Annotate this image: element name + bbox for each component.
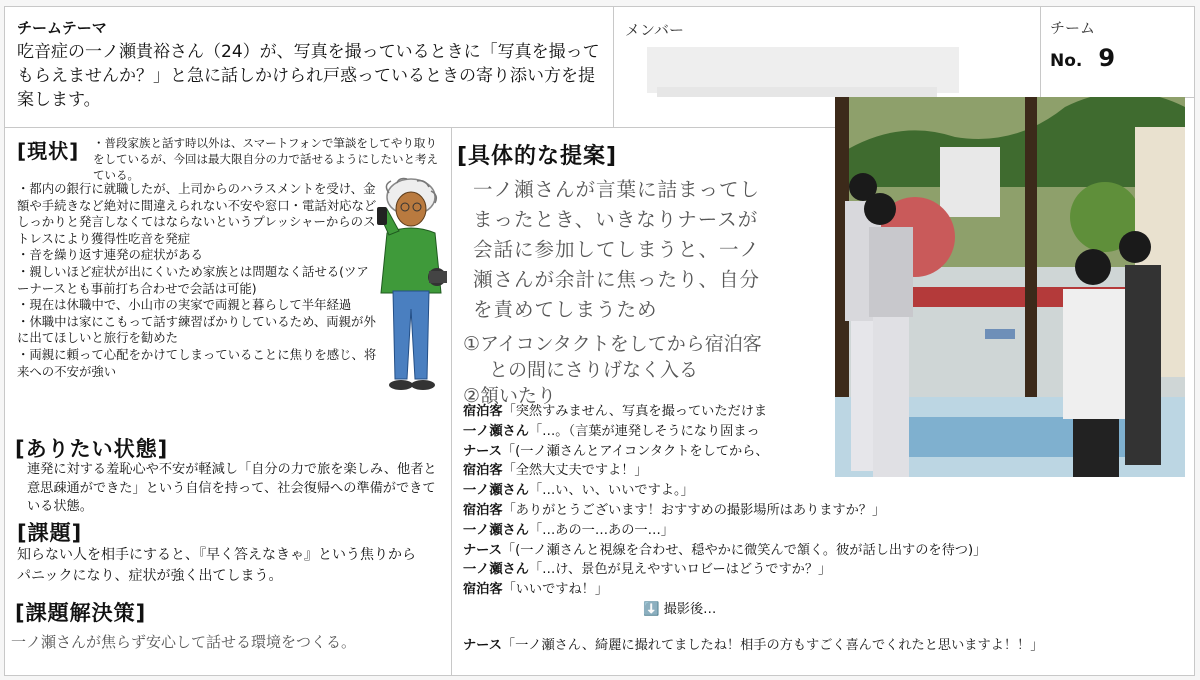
- line: 「一ノ瀬さん、綺麗に撮れてましたね！相手の方もすごく喜んでくれたと思いますよ！！」: [501, 637, 1044, 653]
- proposal-line: を責めてしまうため: [473, 298, 658, 321]
- speaker: 一ノ瀬さん: [463, 522, 529, 538]
- team-no-label: No.: [1050, 51, 1083, 71]
- speaker: 宿泊客: [463, 463, 503, 479]
- speaker: 一ノ瀬さん: [463, 423, 529, 439]
- status-heading: [現状]: [17, 139, 80, 163]
- redacted-members-line: [657, 87, 937, 97]
- team-number: [1050, 17, 1190, 72]
- theme-label: チームテーマ: [17, 19, 107, 37]
- dialogue-line: [463, 560, 1193, 580]
- status-item: ・両親に頼って心配をかけてしまっていることに焦りを感じ、将来への不安が強い: [17, 346, 377, 379]
- ideal-heading: [ありたい状態]: [15, 437, 169, 461]
- step-1: ①アイコンタクトをしてから宿泊客: [463, 333, 762, 355]
- photo-role-play: [835, 97, 1185, 477]
- dialogue-final: [463, 636, 1193, 656]
- divider: [5, 127, 835, 128]
- proposal-line: 会話に参加してしまうと、一ノ: [473, 238, 761, 261]
- dialogue-line: [463, 580, 1193, 600]
- issue-text: 知らない人を相手にすると、『早く答えなきゃ』という焦りからパニックになり、症状が強く出てしまう。: [17, 547, 416, 584]
- line: 「ありがとうございます！おすすめの撮影場所はありますか？」: [502, 502, 886, 518]
- after-photo-label: ⬇️ 撮影後…: [643, 601, 717, 617]
- status-item: ・親しいほど症状が出にくいため家族とは問題なく話せる(ツアーナースとも事前打ち合わせで会話は可能): [17, 263, 369, 296]
- step-2: ②頷いたり: [463, 385, 557, 407]
- dialogue-line: [463, 481, 1193, 501]
- status-item: ・都内の銀行に就職したが、上司からのハラスメントを受け、金額や手続きなど絶対に間違えられない不安や窓口・電話対応などしっかりと発言しなくてはならないというプレッシャーからのストレスにより獲得性吃音を発症: [17, 181, 377, 246]
- theme-text: 吃音症の一ノ瀬貴裕さん（24）が、写真を撮っているときに「写真を撮ってもらえませんか？」と急に話しかけられ戸惑っているときの寄り添い方を提案します。: [17, 42, 600, 110]
- proposal-heading: [具体的な提案]: [457, 144, 618, 169]
- line: 「…い、い、いいですよ。」: [528, 483, 694, 499]
- status-item: ・現在は休職中で、小山市の実家で両親と暮らして半年経過: [17, 297, 352, 313]
- poster-sheet: [4, 6, 1195, 676]
- proposal-steps: [463, 331, 843, 409]
- solution-text: 一ノ瀬さんが焦らず安心して話せる環境をつくる。: [11, 633, 357, 651]
- illustration-man-with-camera: [367, 177, 453, 399]
- speaker: 一ノ瀬さん: [463, 483, 529, 499]
- issue-heading: [課題]: [17, 521, 83, 545]
- dialogue-line: [463, 521, 1193, 541]
- line: 「全然大丈夫ですよ！」: [502, 463, 648, 479]
- status-intro: ・普段家族と話す時以外は、スマートフォンで筆談をしてやり取りをしているが、今回は最大限自分の力で話せるようにしたいと考えている。: [93, 136, 438, 183]
- status-list: [17, 181, 377, 380]
- line: 「突然すみません、写真を撮っていただけま: [502, 404, 768, 419]
- divider: [1040, 7, 1041, 97]
- step-1-cont: との間にさりげなく入る: [489, 359, 699, 381]
- proposal-line: 瀬さんが余計に焦ったり、自分: [473, 268, 761, 291]
- members-label: メンバー: [625, 21, 684, 39]
- line: 「…。（言葉が連発しそうになり固まっ: [528, 423, 760, 439]
- line: 「…け、景色が見えやすいロビーはどうですか？」: [528, 562, 832, 578]
- speaker: 宿泊客: [463, 502, 503, 518]
- line: 「(一ノ瀬さんとアイコンタクトをしてから、: [501, 443, 769, 459]
- status-item: ・音を繰り返す連発の症状がある: [17, 247, 203, 263]
- proposal-line: まったとき、いきなりナースが: [473, 208, 759, 231]
- speaker: ナース: [463, 542, 502, 558]
- proposal-text: [473, 175, 833, 325]
- team-no-value: 9: [1098, 44, 1116, 72]
- speaker: 宿泊客: [463, 404, 503, 419]
- ideal-text: 連発に対する羞恥心や不安が軽減し「自分の力で旅を楽しみ、他者と意思疎通ができた」という自信を持って、社会復帰への準備ができている状態。: [27, 462, 437, 514]
- solution-heading: [課題解決策]: [15, 601, 147, 625]
- line: 「いいですね！」: [502, 582, 609, 598]
- speaker: ナース: [463, 637, 502, 653]
- speaker: 宿泊客: [463, 582, 503, 598]
- proposal-line: 一ノ瀬さんが言葉に詰まってし: [473, 178, 761, 201]
- team-label: チーム: [1050, 19, 1096, 37]
- team-theme: [17, 17, 607, 112]
- status-item: ・休職中は家にこもって話す練習ばかりしているため、両親が外に出てほしいと旅行を勧めた: [17, 313, 376, 346]
- line: 「…あの一…あの一…」: [528, 522, 674, 538]
- line: 「(一ノ瀬さんと視線を合わせ、穏やかに微笑んで頷く。彼が話し出すのを待つ)」: [501, 542, 987, 558]
- dialogue-line: [463, 501, 1193, 521]
- speaker: ナース: [463, 443, 502, 459]
- dialogue-line: [463, 541, 1193, 561]
- speaker: 一ノ瀬さん: [463, 562, 529, 578]
